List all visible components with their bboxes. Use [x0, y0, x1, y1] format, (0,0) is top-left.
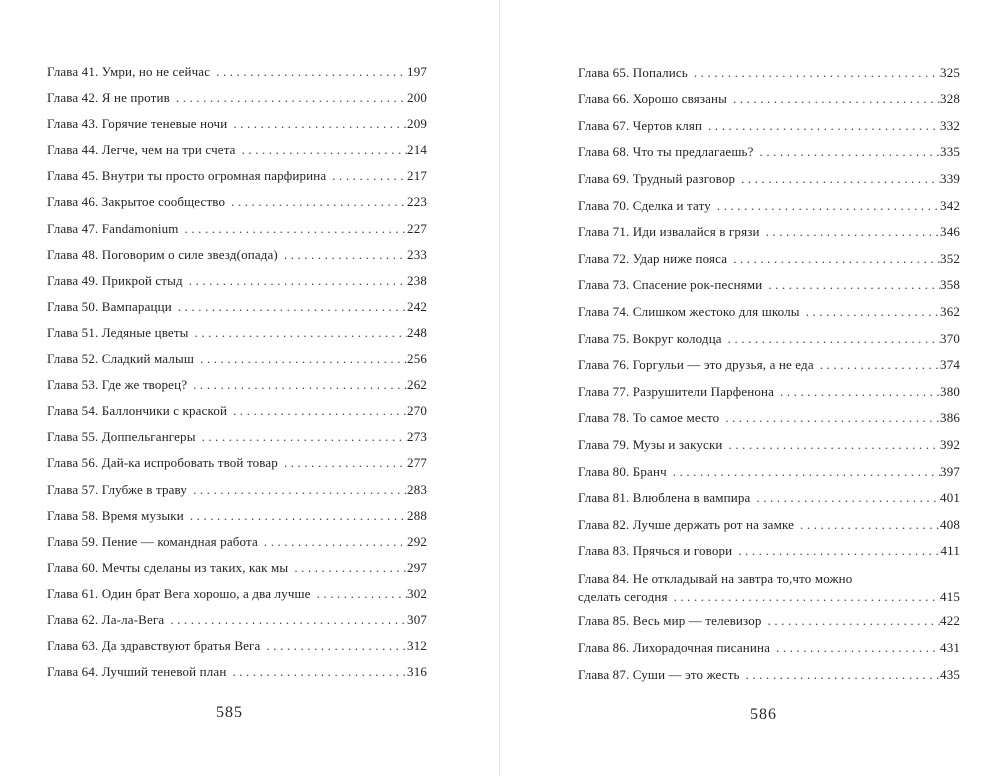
toc-entry-page: 325 — [940, 64, 960, 80]
toc-entry-page: 370 — [940, 330, 960, 346]
toc-entry — [47, 633, 427, 659]
toc-entry-page: 288 — [407, 507, 427, 523]
dot-leader — [727, 86, 940, 113]
toc-entry-title: Глава 78. То самое место — [578, 410, 720, 426]
toc-entry-page: 209 — [407, 116, 427, 132]
toc-entry — [47, 372, 427, 398]
dot-leader — [774, 379, 940, 406]
toc-entry-title: Глава 61. Один брат Вега хорошо, а два лучше — [47, 585, 311, 601]
toc-entry — [47, 163, 427, 189]
toc-entry-page: 316 — [407, 664, 427, 680]
toc-entry-title: Глава 62. Ла-ла-Вега — [47, 611, 165, 627]
toc-entry-page: 346 — [940, 224, 960, 240]
page-number: 585 — [216, 704, 243, 721]
dot-leader — [164, 607, 407, 633]
toc-entry-title: Глава 68. Что ты предлагаешь? — [578, 144, 754, 160]
toc-entry-title: Глава 75. Вокруг колодца — [578, 330, 722, 346]
toc-entry — [578, 485, 960, 512]
toc-entry-page: 297 — [407, 559, 427, 575]
toc-entry — [47, 320, 427, 346]
toc-entry-page: 397 — [940, 463, 960, 479]
dot-leader — [668, 588, 940, 606]
toc-entry-page: 233 — [407, 246, 427, 262]
toc-entry-title: Глава 74. Слишком жестоко для школы — [578, 304, 800, 320]
toc-entry-title: Глава 80. Бранч — [578, 463, 667, 479]
toc-list — [47, 59, 427, 685]
dot-leader — [236, 137, 407, 163]
toc-entry — [578, 432, 960, 459]
toc-entry-title: Глава 54. Баллончики с краской — [47, 403, 228, 419]
toc-entry — [47, 294, 427, 320]
toc-entry-page: 335 — [940, 144, 960, 160]
toc-entry-page: 358 — [940, 277, 960, 293]
toc-entry-title: Глава 50. Вампарацци — [47, 298, 172, 314]
toc-entry — [578, 512, 960, 539]
toc-entry — [578, 662, 960, 689]
toc-entry-title: Глава 73. Спасение рок-песнями — [578, 277, 763, 293]
toc-entry — [578, 272, 960, 299]
toc-entry — [47, 268, 427, 294]
dot-leader — [311, 581, 407, 607]
toc-entry — [47, 216, 427, 242]
toc-entry-title: Глава 79. Музы и закуски — [578, 437, 723, 452]
toc-entry-page: 411 — [940, 543, 960, 559]
toc-entry-title: Глава 59. Пение — командная работа — [47, 533, 258, 549]
toc-entry-title: Глава 57. Глубже в траву — [47, 481, 188, 497]
toc-entry-title: Глава 72. Удар ниже пояса — [578, 250, 728, 266]
toc-entry-title: Глава 43. Горячие теневые ночи — [47, 116, 228, 132]
dot-leader — [740, 662, 940, 689]
toc-entry — [47, 581, 427, 607]
toc-entry-title: Глава 44. Легче, чем на три счета — [47, 142, 236, 158]
dot-leader — [227, 398, 407, 424]
toc-entry-page: 352 — [940, 250, 960, 266]
toc-entry-page: 422 — [940, 613, 960, 629]
toc-entry-title: Глава 64. Лучший теневой план — [47, 664, 227, 680]
toc-entry-page: 312 — [407, 638, 427, 654]
dot-leader — [723, 432, 941, 459]
dot-leader — [727, 246, 940, 273]
dot-leader — [189, 320, 407, 346]
toc-entry — [578, 608, 960, 635]
dot-leader — [326, 163, 407, 189]
toc-entry-title: Глава 82. Лучше держать рот на замке — [578, 516, 795, 532]
toc-entry — [47, 555, 427, 581]
dot-leader — [770, 635, 940, 662]
toc-entry-title: Глава 47. Fandamonium — [47, 220, 179, 236]
dot-leader — [194, 346, 407, 372]
toc-entry-title: Глава 46. Закрытое сообщество — [47, 194, 226, 210]
dot-leader — [260, 633, 407, 659]
toc-entry — [47, 424, 427, 450]
toc-entry-title: Глава 66. Хорошо связаны — [578, 91, 728, 107]
dot-leader — [722, 326, 940, 353]
toc-entry-title: Глава 83. Прячься и говори — [578, 543, 733, 559]
toc-entry-page: 242 — [407, 298, 427, 314]
toc-entry — [578, 299, 960, 326]
dot-leader — [794, 512, 940, 539]
dot-leader — [184, 503, 407, 529]
toc-entry-page: 292 — [407, 533, 427, 549]
toc-entry — [47, 85, 427, 111]
toc-entry — [578, 219, 960, 246]
toc-entry-title: Глава 45. Внутри ты просто огромная парфирина — [47, 168, 327, 184]
toc-entry-line — [578, 588, 960, 606]
dot-leader — [667, 459, 940, 486]
toc-entry-title: Глава 41. Умри, но не сейчас — [47, 64, 211, 79]
toc-entry — [578, 538, 960, 565]
toc-entry-title: Глава 65. Попались — [578, 64, 688, 80]
toc-entry-title: Глава 58. Время музыки — [47, 507, 184, 523]
toc-entry — [47, 398, 427, 424]
toc-entry — [47, 659, 427, 685]
dot-leader — [170, 85, 407, 111]
dot-leader — [226, 659, 407, 685]
toc-entry-page: 214 — [407, 142, 427, 158]
dot-leader — [702, 113, 940, 140]
toc-entry-title: Глава 56. Дай-ка испробовать твой товар — [47, 455, 278, 471]
toc-entry — [47, 450, 427, 476]
toc-entry-page: 200 — [407, 90, 427, 106]
dot-leader — [762, 608, 941, 635]
toc-entry — [578, 565, 960, 608]
dot-leader — [760, 219, 940, 246]
toc-entry-page: 223 — [407, 194, 427, 210]
page-number: 586 — [750, 706, 777, 723]
toc-entry-title: Глава 71. Иди извалайся в грязи — [578, 224, 760, 240]
dot-leader — [179, 216, 408, 242]
toc-entry-title: Глава 49. Прикрой стыд — [47, 272, 183, 288]
dot-leader — [183, 268, 407, 294]
toc-entry-page: 256 — [407, 351, 427, 367]
toc-list — [578, 60, 960, 688]
toc-entry — [578, 405, 960, 432]
toc-entry — [47, 189, 427, 215]
toc-entry-page: 262 — [407, 377, 427, 393]
toc-entry-title: Глава 76. Горгульи — это друзья, а не еда — [578, 357, 814, 373]
toc-entry-page: 374 — [940, 357, 960, 373]
toc-entry-page: 227 — [407, 220, 427, 236]
toc-entry — [47, 59, 427, 85]
toc-entry-title: Глава 53. Где же творец? — [47, 377, 188, 393]
toc-entry-title: Глава 42. Я не против — [47, 90, 170, 106]
toc-entry-title: Глава 51. Ледяные цветы — [47, 324, 189, 340]
toc-entry — [47, 242, 427, 268]
toc-entry-page: 248 — [407, 324, 427, 340]
toc-entry-page: 386 — [940, 410, 960, 426]
toc-entry — [578, 60, 960, 87]
dot-leader — [172, 294, 407, 320]
toc-entry-page: 307 — [407, 611, 427, 627]
toc-entry-title: Глава 87. Суши — это жесть — [578, 666, 740, 682]
toc-entry-page: 339 — [940, 171, 960, 187]
toc-entry — [578, 86, 960, 113]
toc-entry — [578, 635, 960, 662]
toc-entry-page: 277 — [407, 455, 427, 471]
toc-entry — [47, 111, 427, 137]
toc-entry — [47, 529, 427, 555]
toc-entry-title: Глава 67. Чертов кляп — [578, 117, 703, 133]
toc-entry — [47, 137, 427, 163]
toc-entry-page: 362 — [940, 304, 960, 320]
toc-entry-page: 328 — [940, 91, 960, 107]
toc-entry — [578, 459, 960, 486]
toc-entry-title: Глава 69. Трудный разговор — [578, 171, 736, 187]
toc-entry — [578, 193, 960, 220]
dot-leader — [225, 189, 407, 215]
dot-leader — [278, 450, 407, 476]
toc-entry-title: Глава 84. Не откладывай на завтра то,что можно — [578, 570, 853, 586]
dot-leader — [750, 485, 940, 512]
toc-entry-title: Глава 86. Лихорадочная писанина — [578, 639, 771, 655]
dot-leader — [735, 166, 940, 193]
dot-leader — [754, 139, 941, 166]
toc-entry — [578, 379, 960, 406]
toc-entry-page: 392 — [940, 437, 960, 452]
toc-entry — [578, 246, 960, 273]
toc-entry-page: 302 — [407, 585, 427, 601]
dot-leader — [227, 111, 407, 137]
toc-entry-page: 332 — [940, 117, 960, 133]
toc-entry-page: 238 — [407, 272, 427, 288]
dot-leader — [711, 193, 940, 220]
toc-entry-page: 431 — [940, 639, 960, 655]
right-page — [500, 0, 1000, 776]
toc-entry-page: 283 — [407, 481, 427, 497]
dot-leader — [196, 424, 407, 450]
dot-leader — [187, 477, 407, 503]
toc-entry-title: Глава 81. Влюблена в вампира — [578, 490, 751, 506]
toc-entry-page: 273 — [407, 429, 427, 445]
toc-entry-title: Глава 48. Поговорим о силе звезд(опада) — [47, 246, 278, 262]
toc-entry-page: 270 — [407, 403, 427, 419]
toc-entry — [578, 166, 960, 193]
toc-entry-page: 342 — [940, 197, 960, 213]
toc-entry — [47, 477, 427, 503]
dot-leader — [187, 372, 407, 398]
toc-entry — [578, 326, 960, 353]
toc-entry-page: 408 — [940, 516, 960, 532]
toc-entry-title: Глава 52. Сладкий малыш — [47, 351, 195, 367]
toc-entry-page: 415 — [940, 588, 960, 604]
toc-entry — [578, 113, 960, 140]
toc-entry-title: Глава 70. Сделка и тату — [578, 197, 711, 213]
toc-entry-title: Глава 85. Весь мир — телевизор — [578, 613, 762, 629]
toc-entry — [47, 346, 427, 372]
toc-entry-title: Глава 77. Разрушители Парфенона — [578, 383, 775, 399]
toc-entry-page: 380 — [940, 383, 960, 399]
toc-entry — [47, 503, 427, 529]
dot-leader — [732, 538, 940, 565]
dot-leader — [288, 555, 407, 581]
toc-entry — [578, 139, 960, 166]
dot-leader — [278, 242, 407, 268]
dot-leader — [688, 60, 940, 87]
dot-leader — [719, 405, 940, 432]
toc-entry-title-cont: сделать сегодня — [578, 588, 668, 604]
dot-leader — [814, 352, 940, 379]
toc-entry — [47, 607, 427, 633]
toc-entry-page: 435 — [940, 666, 960, 682]
toc-entry — [578, 352, 960, 379]
toc-entry-page: 217 — [407, 168, 427, 184]
dot-leader — [258, 529, 407, 555]
toc-entry-title: Глава 55. Доппельгангеры — [47, 429, 196, 445]
toc-entry-title: Глава 63. Да здравствуют братья Вега — [47, 638, 261, 654]
dot-leader — [800, 299, 940, 326]
toc-entry-title: Глава 60. Мечты сделаны из таких, как мы — [47, 559, 289, 575]
dot-leader — [762, 272, 940, 299]
toc-entry-page: 197 — [407, 64, 427, 79]
dot-leader — [210, 59, 407, 85]
toc-entry-page: 401 — [940, 490, 960, 506]
